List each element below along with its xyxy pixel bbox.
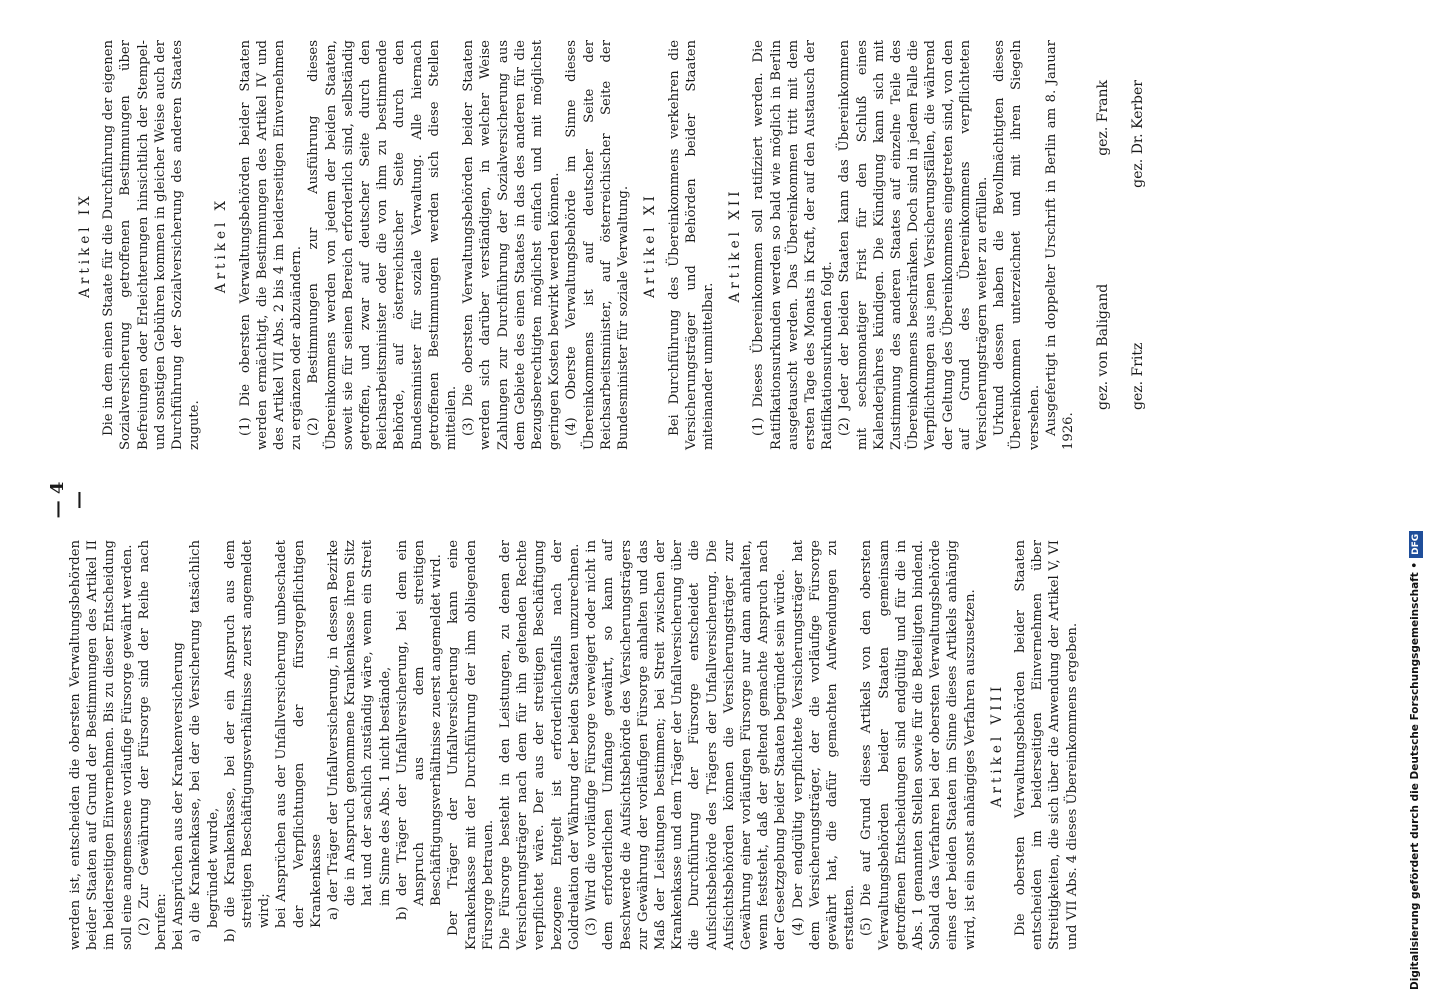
paragraph: bei Ansprüchen aus der Unfallversicherung unbeschadet der Verpflichtungen der fürsorgepflichtigen Krankenkasse	[274, 540, 324, 928]
paragraph: (3) Die obersten Verwaltungsbehörden beider Staaten werden sich darüber verständigen, in welcher Weise Zahlungen zur Durchführung der Sozialversicherung aus dem Gebiete des einen Staates in das des anderen für die Bezugsberechtigten möglichst einfach und mit möglichst geringen Kosten bewirkt werden können.	[461, 40, 563, 450]
paragraph: (1) Dieses Übereinkommen soll ratifiziert werden. Die Ratifikationsurkunden werden so bald wie möglich in Berlin ausgetauscht werden. Das Übereinkommen tritt mit dem ersten Tage des Monats in Kraft, der auf den Austausch der Ratifikationsurkunden folgt.	[751, 40, 836, 450]
watermark-label: Digitalisierung gefördert durch die Deutsche Forschungsgemeinschaft •	[1409, 561, 1421, 990]
article-title: Artikel X	[213, 196, 230, 294]
paragraph: Die in dem einen Staate für die Durchführung der eigenen Sozialversicherung getroffenen Bestimmungen über Befreiungen oder Erleichterungen hinsichtlich der Stempel- und sonstigen Gebühren kommen in gleicher Weise auch der Durchführung der Sozialversicherung des anderen Staates zugute.	[101, 40, 203, 450]
left-column	[67, 540, 1081, 950]
right-column	[67, 40, 1148, 450]
paragraph: (2) Zur Gewährung der Fürsorge sind der Reihe nach berufen:	[136, 540, 170, 950]
digitization-watermark	[1404, 10, 1426, 990]
paragraph: (2) Jeder der beiden Staaten kann das Übereinkommen mit sechsmonatiger Frist für den Schluß eines Kalenderjahres kündigen. Die Kündigung kann sich mit Zustimmung des anderen Staates auf einzelne Teile des Übereinkommens beschränken. Doch sind in jedem Falle die Verpflichtungen aus jenen Versicherungsfällen, die während der Geltung des Übereinkommens eingetreten sind, von den auf Grund des Übereinkommens verpflichteten Versicherungsträgern weiter zu erfüllen.	[837, 40, 990, 450]
signature: gez. Dr. Kerber	[1130, 80, 1147, 188]
paragraph: Bei Durchführung des Übereinkommens verkehren die Versicherungsträger und Behörden beider Staaten miteinander unmittelbar.	[666, 40, 716, 450]
paragraph: Urkund dessen haben die Bevollmächtigten dieses Übereinkommen unterzeichnet und mit ihren Siegeln versehen.	[992, 40, 1042, 450]
place-date: Ausgefertigt in doppelter Urschrift in Berlin am 8. Januar 1926.	[1043, 40, 1076, 450]
paragraph: (2) Bestimmungen zur Ausführung dieses Übereinkommens werden von jedem der beiden Staaten, soweit sie für seinen Bereich erforderlich sind, selbständig getroffen, und zwar auf deutscher Seite durch den Reichsarbeitsminister oder die von ihm zu bestimmende Behörde, auf österreichischer Seite durch den Bundesminister für soziale Verwaltung. Alle hiernach getroffenen Bestimmungen werden sich diese Stellen mitteilen.	[306, 40, 460, 450]
watermark-text	[1404, 10, 1426, 990]
article-title: Artikel XI	[642, 192, 659, 298]
signature-row	[1095, 40, 1112, 450]
list-item: a) der Träger der Unfallversicherung, in dessen Bezirke die in Anspruch genommene Krankenkasse ihren Sitz hat und der sachlich zuständig wäre, wenn ein Streit im Sinne des Abs. 1 nicht bestände,	[326, 540, 393, 920]
article-title: Artikel IX	[77, 192, 93, 298]
paragraph: werden ist, entscheiden die obersten Verwaltungsbehörden beider Staaten auf Grund der Bestimmungen des Artikel II im beiderseitigen Einvernehmen. Bis zu dieser Entscheidung soll eine angemessene vorläufige Fürsorge gewährt werden.	[68, 540, 135, 950]
article-title: Artikel XII	[727, 187, 744, 303]
rotated-page-content	[47, 40, 1367, 950]
signature: gez. Fritz	[1130, 342, 1147, 410]
dfg-logo: DFG	[1409, 531, 1423, 558]
paragraph: bei Ansprüchen aus der Krankenversicherung	[171, 642, 187, 950]
paragraph: (4) Der endgültig verpflichtete Versicherungsträger hat dem Versicherungsträger, der die vorläufige Fürsorge gewährt hat, die dafür gemachten Aufwendungen zu erstatten.	[790, 540, 858, 950]
list-item: a) die Krankenkasse, bei der die Versicherung tatsächlich begründet wurde,	[188, 540, 221, 942]
signature: gez. Frank	[1095, 80, 1112, 156]
paragraph: (4) Oberste Verwaltungsbehörde im Sinne dieses Übereinkommens ist auf deutscher Seite der Reichsarbeitsminister, auf österreichischer Seite der Bundesminister für soziale Verwaltung.	[564, 40, 632, 450]
paragraph: Der Träger der Unfallversicherung kann eine Krankenkasse mit der Durchführung der ihm obliegenden Fürsorge betrauen.	[446, 540, 496, 950]
list-item: b) die Krankenkasse, bei der ein Anspruch aus dem streitigen Beschäftigungsverhältnisse zuerst angemeldet wird;	[222, 540, 273, 942]
paragraph: Die Fürsorge besteht in den Leistungen, zu denen der Versicherungsträger nach dem für ihn geltenden Rechte verpflichtet wäre. Der aus der streitigen Beschäftigung bezogene Entgelt ist erforderlichenfalls nach der Goldrelation der Währung der beiden Staaten umzurechnen.	[498, 540, 582, 950]
list-item: b) der Träger der Unfallversicherung, bei dem ein Anspruch aus dem streitigen Beschäftigungsverhältnisse zuerst angemeldet wird.	[394, 540, 445, 920]
paragraph: (1) Die obersten Verwaltungsbehörden beider Staaten werden ermächtigt, die Bestimmungen des Artikel IV und des Artikel VII Abs. 2 bis 4 im beiderseitigen Einvernehmen zu ergänzen oder abzuändern.	[237, 40, 305, 450]
signature-row	[1130, 40, 1147, 450]
paragraph: (3) Wird die vorläufige Fürsorge verweigert oder nicht in dem erforderlichen Umfange gewährt, so kann auf Beschwerde die Aufsichtsbehörde des Versicherungsträgers zur Gewährung der vorläufigen Fürsorge anhalten und das Maß der Leistungen bestimmen; bei Streit zwischen der Krankenkasse und dem Träger der Unfallversicherung über die Durchführung der Fürsorge entscheidet die Aufsichtsbehörde des Trägers der Unfallversicherung. Die Aufsichtsbehörden können die Versicherungsträger zur Gewährung einer vorläufigen Fürsorge nur dann anhalten, wenn feststeht, daß der geltend gemachte Anspruch nach der Gesetzgebung beider Staaten begründet sein würde.	[584, 540, 789, 950]
page-number: — 4 —	[47, 481, 89, 519]
paragraph: (5) Die auf Grund dieses Artikels von den obersten Verwaltungsbehörden beider Staaten gemeinsam getroffenen Entscheidungen sind endgültig und für die in Abs. 1 genannten Stellen sowie für die Beteiligten bindend. Sobald das Verfahren bei der obersten Verwaltungsbehörde eines der beiden Staaten im Sinne dieses Artikels anhängig wird, ist ein sonst anhängiges Verfahren auszusetzen.	[859, 540, 978, 950]
article-title: Artikel VIII	[988, 682, 1005, 808]
signature: gez. von Baligand	[1095, 283, 1112, 410]
paragraph: Die obersten Verwaltungsbehörden beider Staaten entscheiden im beiderseitigen Einvernehmen über Streitigkeiten, die sich über die Anwendung der Artikel V, VI und VII Abs. 4 dieses Übereinkommens ergeben.	[1012, 540, 1080, 950]
